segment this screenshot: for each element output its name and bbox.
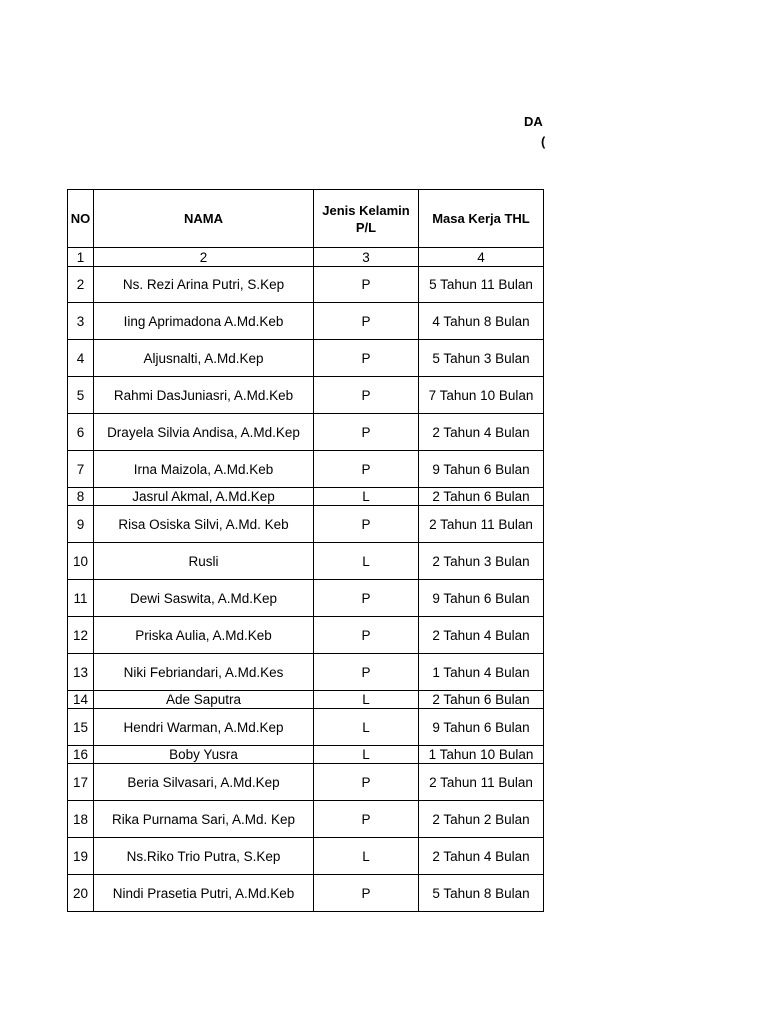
cell-jenis-kelamin: P <box>314 654 419 691</box>
cell-no: 4 <box>68 340 94 377</box>
cell-nama: Irna Maizola, A.Md.Keb <box>94 451 314 488</box>
cell-no: 3 <box>68 303 94 340</box>
cell-nama: Dewi Saswita, A.Md.Kep <box>94 580 314 617</box>
cell-jenis-kelamin: P <box>314 617 419 654</box>
cell-masa-kerja: 5 Tahun 8 Bulan <box>419 875 544 912</box>
table-row <box>68 488 544 506</box>
column-number: 2 <box>94 248 314 267</box>
cell-masa-kerja: 2 Tahun 4 Bulan <box>419 617 544 654</box>
employee-table <box>67 189 544 912</box>
cell-no: 2 <box>68 267 94 303</box>
cell-masa-kerja: 2 Tahun 4 Bulan <box>419 414 544 451</box>
cell-jenis-kelamin: L <box>314 746 419 764</box>
table-row <box>68 654 544 691</box>
header-no: NO <box>68 190 94 248</box>
cell-masa-kerja: 2 Tahun 2 Bulan <box>419 801 544 838</box>
cell-nama: Rika Purnama Sari, A.Md. Kep <box>94 801 314 838</box>
header-jenis-kelamin: Jenis Kelamin P/L <box>314 190 419 248</box>
cell-nama: Priska Aulia, A.Md.Keb <box>94 617 314 654</box>
cell-no: 15 <box>68 709 94 746</box>
cell-no: 20 <box>68 875 94 912</box>
cell-jenis-kelamin: P <box>314 340 419 377</box>
cell-nama: Niki Febriandari, A.Md.Kes <box>94 654 314 691</box>
table-row <box>68 303 544 340</box>
cell-nama: Rusli <box>94 543 314 580</box>
cell-nama: Risa Osiska Silvi, A.Md. Keb <box>94 506 314 543</box>
cell-jenis-kelamin: P <box>314 506 419 543</box>
cell-jenis-kelamin: P <box>314 875 419 912</box>
cell-nama: Nindi Prasetia Putri, A.Md.Keb <box>94 875 314 912</box>
cell-nama: Beria Silvasari, A.Md.Kep <box>94 764 314 801</box>
cell-jenis-kelamin: P <box>314 801 419 838</box>
table-row <box>68 580 544 617</box>
cell-nama: Ns.Riko Trio Putra, S.Kep <box>94 838 314 875</box>
cell-masa-kerja: 5 Tahun 3 Bulan <box>419 340 544 377</box>
cell-nama: Jasrul Akmal, A.Md.Kep <box>94 488 314 506</box>
table-row <box>68 875 544 912</box>
table-row <box>68 543 544 580</box>
table-row <box>68 838 544 875</box>
cell-masa-kerja: 9 Tahun 6 Bulan <box>419 451 544 488</box>
table-row <box>68 617 544 654</box>
cell-masa-kerja: 1 Tahun 10 Bulan <box>419 746 544 764</box>
table-row <box>68 451 544 488</box>
cell-masa-kerja: 2 Tahun 11 Bulan <box>419 506 544 543</box>
cell-nama: Ade Saputra <box>94 691 314 709</box>
cell-masa-kerja: 5 Tahun 11 Bulan <box>419 267 544 303</box>
cell-nama: Rahmi DasJuniasri, A.Md.Keb <box>94 377 314 414</box>
cell-jenis-kelamin: P <box>314 303 419 340</box>
cell-jenis-kelamin: P <box>314 267 419 303</box>
cell-no: 5 <box>68 377 94 414</box>
cell-no: 7 <box>68 451 94 488</box>
cell-masa-kerja: 4 Tahun 8 Bulan <box>419 303 544 340</box>
cell-nama: Drayela Silvia Andisa, A.Md.Kep <box>94 414 314 451</box>
table-row <box>68 746 544 764</box>
cell-masa-kerja: 9 Tahun 6 Bulan <box>419 709 544 746</box>
cell-masa-kerja: 2 Tahun 6 Bulan <box>419 488 544 506</box>
cell-no: 17 <box>68 764 94 801</box>
cell-jenis-kelamin: L <box>314 543 419 580</box>
cell-nama: Boby Yusra <box>94 746 314 764</box>
cell-masa-kerja: 2 Tahun 11 Bulan <box>419 764 544 801</box>
cell-no: 18 <box>68 801 94 838</box>
cell-no: 8 <box>68 488 94 506</box>
cell-jenis-kelamin: L <box>314 838 419 875</box>
cell-jenis-kelamin: L <box>314 709 419 746</box>
cell-jenis-kelamin: P <box>314 580 419 617</box>
table-row <box>68 506 544 543</box>
cell-masa-kerja: 9 Tahun 6 Bulan <box>419 580 544 617</box>
cell-jenis-kelamin: P <box>314 414 419 451</box>
table-row <box>68 801 544 838</box>
column-number: 4 <box>419 248 544 267</box>
table-row <box>68 691 544 709</box>
cell-no: 10 <box>68 543 94 580</box>
table-row <box>68 709 544 746</box>
cell-nama: Hendri Warman, A.Md.Kep <box>94 709 314 746</box>
header-nama: NAMA <box>94 190 314 248</box>
cell-no: 16 <box>68 746 94 764</box>
cell-no: 19 <box>68 838 94 875</box>
header-masa-kerja: Masa Kerja THL <box>419 190 544 248</box>
cell-jenis-kelamin: P <box>314 764 419 801</box>
cell-no: 11 <box>68 580 94 617</box>
cell-jenis-kelamin: P <box>314 377 419 414</box>
table-row <box>68 377 544 414</box>
cell-jenis-kelamin: L <box>314 691 419 709</box>
cell-nama: Aljusnalti, A.Md.Kep <box>94 340 314 377</box>
cell-masa-kerja: 2 Tahun 3 Bulan <box>419 543 544 580</box>
column-number: 1 <box>68 248 94 267</box>
cell-no: 6 <box>68 414 94 451</box>
cell-masa-kerja: 2 Tahun 4 Bulan <box>419 838 544 875</box>
document-title-line-1: DA <box>524 114 543 129</box>
table-header-row <box>68 190 544 248</box>
cell-no: 13 <box>68 654 94 691</box>
cell-masa-kerja: 2 Tahun 6 Bulan <box>419 691 544 709</box>
cell-nama: Iing Aprimadona A.Md.Keb <box>94 303 314 340</box>
table-body <box>68 267 544 912</box>
cell-no: 9 <box>68 506 94 543</box>
table-row <box>68 267 544 303</box>
cell-nama: Ns. Rezi Arina Putri, S.Kep <box>94 267 314 303</box>
table-row <box>68 414 544 451</box>
cell-jenis-kelamin: L <box>314 488 419 506</box>
column-number-row <box>68 248 544 267</box>
table-row <box>68 340 544 377</box>
cell-no: 14 <box>68 691 94 709</box>
document-title-line-2: ( <box>541 134 545 149</box>
cell-masa-kerja: 1 Tahun 4 Bulan <box>419 654 544 691</box>
cell-no: 12 <box>68 617 94 654</box>
table-row <box>68 764 544 801</box>
column-number: 3 <box>314 248 419 267</box>
cell-jenis-kelamin: P <box>314 451 419 488</box>
cell-masa-kerja: 7 Tahun 10 Bulan <box>419 377 544 414</box>
